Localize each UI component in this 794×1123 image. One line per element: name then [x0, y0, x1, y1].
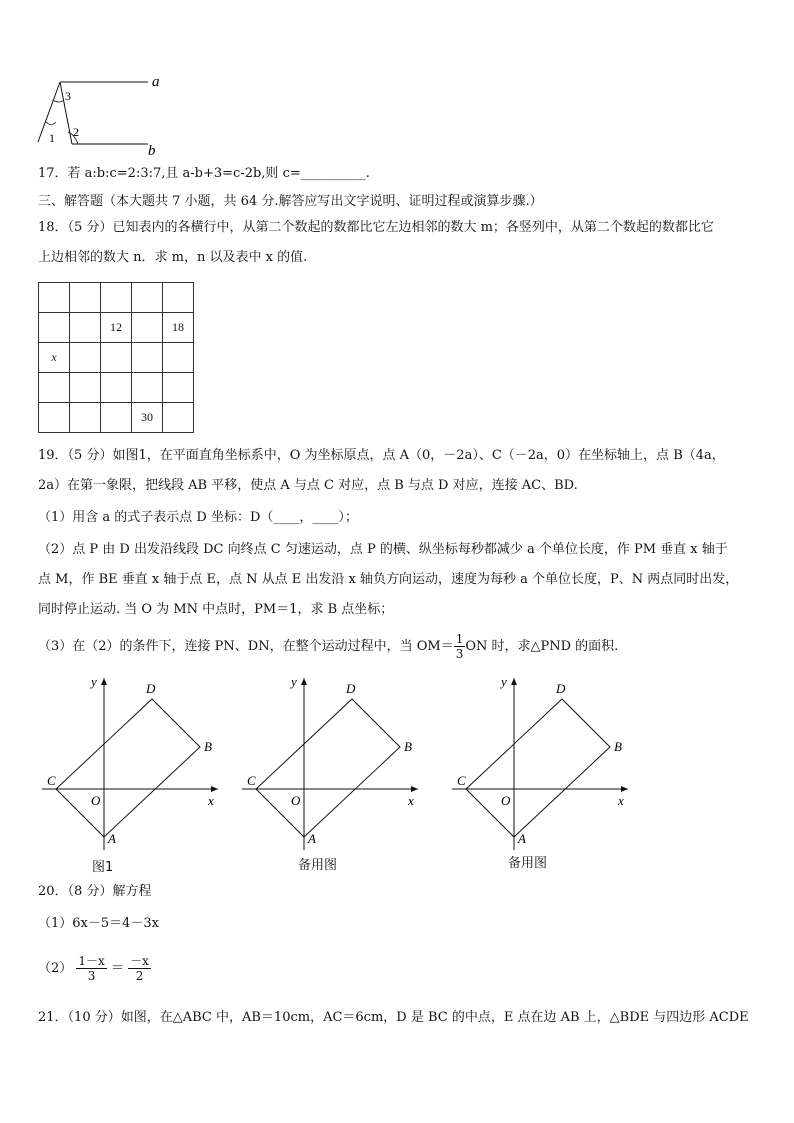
table-cell — [101, 343, 132, 373]
point-D-label: D — [556, 681, 566, 696]
label-a: a — [152, 74, 160, 90]
x-axis-arrow — [621, 786, 628, 792]
equation-rhs-fraction: $\frac{-x}{2}$ — [130, 954, 149, 983]
label-b: b — [148, 143, 156, 159]
table-row — [39, 403, 194, 433]
caption-spare-figure-1: 备用图 — [298, 858, 338, 873]
table-cell — [132, 313, 163, 343]
question-17: 17．若 a:b:c=2:3:7,且 a-b+3=c-2b,则 c=__________. — [38, 166, 370, 181]
table-cell — [132, 373, 163, 403]
table-cell — [70, 313, 101, 343]
question-20-part1: （1）6x－5＝4－3x — [38, 916, 160, 931]
point-B-label: B — [204, 739, 212, 754]
y-axis-arrow — [301, 678, 307, 685]
table-cell — [132, 283, 163, 313]
equation-lhs-fraction: $\frac{1-x}{3}$ — [78, 954, 105, 983]
question-19-part3 — [38, 632, 618, 662]
parallel-lines-figure — [30, 70, 180, 162]
table-row — [39, 373, 194, 403]
question-20-title: 20．（8 分）解方程 — [38, 884, 152, 899]
table-cell — [39, 313, 70, 343]
quadrilateral-ABDC — [56, 699, 200, 837]
point-B-label: B — [614, 739, 622, 754]
table-cell — [101, 283, 132, 313]
angle-1-label: 1 — [49, 131, 55, 145]
origin-label: O — [501, 793, 511, 808]
point-D-label: D — [346, 681, 356, 696]
table-cell — [70, 283, 101, 313]
table-cell: 30 — [132, 403, 163, 433]
table-cell — [70, 343, 101, 373]
x-axis-label: x — [408, 793, 414, 808]
question-19-line1: 19．（5 分）如图1，在平面直角坐标系中，O 为坐标原点，点 A（0，－2a）、C（－2a，0）在坐标轴上，点 B（4a， — [38, 448, 725, 463]
y-axis-arrow — [101, 678, 107, 685]
question-19-line2: 2a）在第一象限，把线段 AB 平移，使点 A 与点 C 对应，点 B 与点 D 对应，连接 AC、BD. — [38, 478, 578, 493]
table-cell — [163, 283, 194, 313]
point-A-label: A — [518, 831, 526, 846]
table-cell: 18 — [163, 313, 194, 343]
angle-3-label: 3 — [65, 89, 71, 103]
question-19-part2-line2: 点 M，作 BE 垂直 x 轴于点 E，点 N 从点 E 出发沿 x 轴负方向运动，速度为每秒 a 个单位长度，P、N 两点同时出发， — [38, 572, 739, 587]
section-3-heading: 三、解答题（本大题共 7 小题，共 64 分.解答应写出文字说明、证明过程或演算步骤.） — [38, 194, 543, 209]
x-axis-arrow — [411, 786, 418, 792]
point-C-label: C — [247, 773, 256, 788]
angle-2-label: 2 — [73, 125, 79, 139]
y-axis-label: y — [291, 674, 297, 689]
table-row — [39, 283, 194, 313]
fraction-one-third: $\frac{1}{3}$ — [455, 632, 464, 661]
origin-label: O — [291, 793, 301, 808]
point-B-label: B — [404, 739, 412, 754]
coordinate-figure-2 — [240, 672, 430, 852]
number-table — [38, 282, 194, 433]
y-axis-label: y — [501, 674, 507, 689]
table-cell — [163, 343, 194, 373]
x-axis-arrow — [211, 786, 218, 792]
point-C-label: C — [457, 773, 466, 788]
table-cell — [39, 373, 70, 403]
table-cell — [163, 403, 194, 433]
table-cell — [39, 283, 70, 313]
part3-suffix: ON 时，求△PND 的面积. — [465, 639, 619, 654]
question-19-part2-line1: （2）点 P 由 D 出发沿线段 DC 向终点 C 匀速运动，点 P 的横、纵坐标每秒都减少 a 个单位长度，作 PM 垂直 x 轴于 — [38, 542, 728, 557]
point-C-label: C — [47, 773, 56, 788]
table-cell — [39, 403, 70, 433]
table-row — [39, 343, 194, 373]
x-axis-label: x — [618, 793, 624, 808]
table-cell: x — [39, 343, 70, 373]
question-18-line2: 上边相邻的数大 n．求 m，n 以及表中 x 的值. — [38, 250, 308, 265]
caption-figure-1: 图1 — [92, 860, 114, 875]
table-cell: 12 — [101, 313, 132, 343]
table-cell — [70, 373, 101, 403]
part3-prefix: （3）在（2）的条件下，连接 PN、DN，在整个运动过程中，当 OM＝ — [38, 639, 454, 654]
table-cell — [70, 403, 101, 433]
point-A-label: A — [108, 831, 116, 846]
table-cell — [132, 343, 163, 373]
question-18-line1: 18．（5 分）已知表内的各横行中，从第二个数起的数都比它左边相邻的数大 m；各竖列中，从第二个数起的数都比它 — [38, 220, 714, 235]
x-axis-label: x — [208, 793, 214, 808]
coordinate-figure-1 — [40, 672, 230, 852]
caption-spare-figure-2: 备用图 — [508, 856, 548, 871]
y-axis-arrow — [511, 678, 517, 685]
origin-label: O — [91, 793, 101, 808]
coordinate-figure-3 — [450, 672, 640, 852]
question-20-part2: （2） $\frac{1-x}{3}$ ＝ $\frac{-x}{2}$ — [38, 954, 149, 983]
table-cell — [101, 403, 132, 433]
y-axis-label: y — [91, 674, 97, 689]
point-A-label: A — [308, 831, 316, 846]
table-row — [39, 313, 194, 343]
table-cell — [163, 373, 194, 403]
question-21: 21．（10 分）如图，在△ABC 中，AB＝10cm，AC＝6cm，D 是 BC 的中点，E 点在边 AB 上，△BDE 与四边形 ACDE — [38, 1010, 749, 1025]
question-19-part1: （1）用含 a 的式子表示点 D 坐标：D（____，____）； — [38, 510, 358, 525]
quadrilateral-ABDC — [256, 699, 400, 837]
point-D-label: D — [146, 681, 156, 696]
quadrilateral-ABDC — [466, 699, 610, 837]
table-cell — [101, 373, 132, 403]
question-19-part2-line3: 同时停止运动. 当 O 为 MN 中点时，PM＝1，求 B 点坐标； — [38, 602, 394, 617]
